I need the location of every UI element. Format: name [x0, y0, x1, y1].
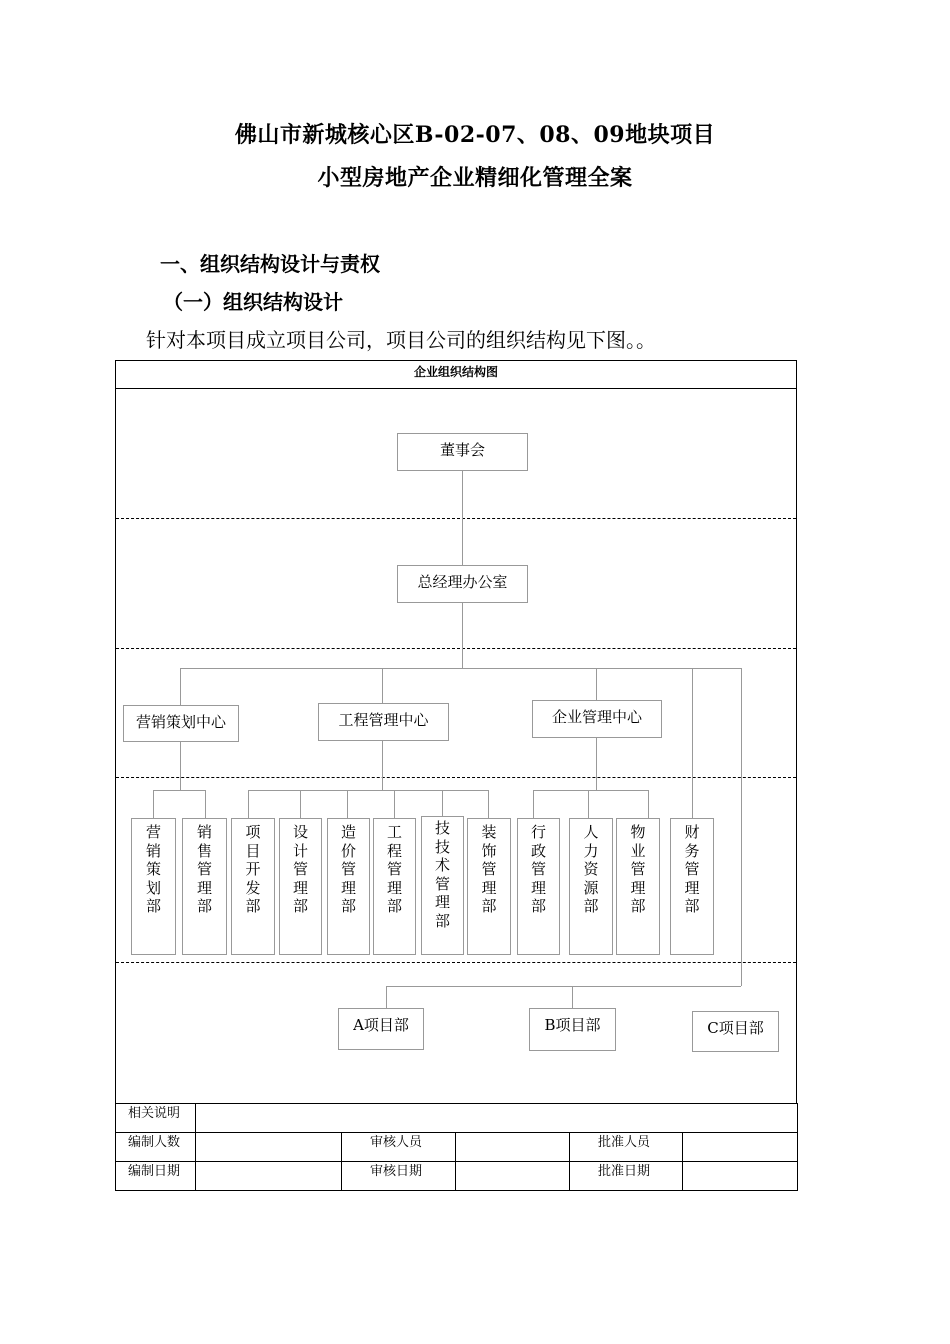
connector-line: [248, 790, 249, 818]
connector-line: [180, 742, 181, 790]
connector-line: [596, 668, 597, 700]
dept-label: 行政管理部: [530, 823, 546, 915]
dept-box: [517, 818, 560, 955]
band-divider: [116, 648, 796, 649]
org-chart: [115, 360, 797, 1104]
dept-label: 项目开发部: [245, 823, 261, 915]
connector-line: [248, 790, 488, 791]
connector-line: [533, 790, 648, 791]
center-box-engineering: 工程管理中心: [318, 703, 449, 741]
project-box-b: B项目部: [529, 1008, 616, 1051]
dept-box: [327, 818, 370, 955]
connector-line: [462, 471, 463, 567]
connector-line: [180, 668, 181, 706]
org-chart-title: 企业组织结构图: [116, 361, 796, 389]
connector-line: [382, 668, 383, 703]
dept-box: [373, 818, 416, 955]
dept-label: 设计管理部: [292, 823, 308, 915]
dept-box: [569, 818, 613, 955]
connector-line: [180, 668, 741, 669]
prepared-date-value: [196, 1162, 342, 1191]
connector-line: [394, 790, 395, 818]
dept-label: 工程管理部: [386, 823, 402, 915]
connector-line: [382, 741, 383, 790]
prepared-date-label: 编制日期: [116, 1162, 196, 1191]
approver-label: 批准人员: [570, 1133, 683, 1162]
band-divider: [116, 777, 796, 778]
dept-box: [670, 818, 714, 955]
dept-label: 销售管理部: [196, 823, 212, 915]
connector-line: [347, 790, 348, 818]
prepared-by-label: 编制人数: [116, 1133, 196, 1162]
dept-box: [182, 818, 227, 955]
connector-line: [533, 790, 534, 818]
gm-office-box: 总经理办公室: [397, 565, 528, 603]
dept-label: 人力资源部: [583, 823, 599, 915]
connector-line: [692, 668, 693, 818]
band-divider: [116, 962, 796, 963]
connector-line: [386, 986, 387, 1008]
connector-line: [462, 603, 463, 668]
project-box-a: A项目部: [338, 1008, 424, 1050]
subsection-heading: （一）组织结构设计: [163, 290, 343, 314]
dept-label: 财务管理部: [684, 823, 700, 915]
prepared-by-value: [196, 1133, 342, 1162]
connector-line: [488, 790, 489, 818]
project-box-c: C项目部: [692, 1011, 779, 1052]
review-date-label: 审核日期: [342, 1162, 456, 1191]
approver-value: [683, 1133, 798, 1162]
dept-label: 装饰管理部: [481, 823, 497, 915]
connector-line: [648, 790, 649, 818]
connector-line: [300, 790, 301, 818]
connector-line: [572, 986, 573, 1008]
center-box-marketing: 营销策划中心: [123, 705, 239, 742]
document-subtitle: 小型房地产企业精细化管理全案: [317, 165, 633, 191]
reviewer-value: [456, 1133, 570, 1162]
signoff-table: [115, 1103, 798, 1191]
review-date-value: [456, 1162, 570, 1191]
center-box-enterprise: 企业管理中心: [532, 700, 662, 738]
band-divider: [116, 518, 796, 519]
connector-line: [442, 790, 443, 818]
document-title: 佛山市新城核心区B-02-07、08、09地块项目: [234, 122, 716, 148]
dept-label: 营销策划部: [145, 823, 161, 915]
connector-line: [596, 738, 597, 790]
approve-date-label: 批准日期: [570, 1162, 683, 1191]
dept-box: [279, 818, 322, 955]
dept-box: [616, 818, 660, 955]
intro-paragraph: 针对本项目成立项目公司，项目公司的组织结构见下图。。: [146, 328, 656, 352]
dept-box: [131, 818, 176, 955]
reviewer-label: 审核人员: [342, 1133, 456, 1162]
dept-box: [231, 818, 275, 955]
connector-line: [588, 790, 589, 818]
dept-label: 造价管理部: [340, 823, 356, 915]
dept-label: 技技术管理部: [434, 819, 450, 930]
connector-line: [386, 986, 741, 987]
dept-label: 物业管理部: [630, 823, 646, 915]
board-box: 董事会: [397, 433, 528, 471]
connector-line: [153, 790, 154, 818]
notes-value: [196, 1104, 798, 1133]
connector-line: [205, 790, 206, 818]
approve-date-value: [683, 1162, 798, 1191]
section-heading: 一、组织结构设计与责权: [160, 252, 380, 276]
dept-box: [467, 818, 511, 955]
connector-line: [741, 668, 742, 986]
dept-box: [421, 816, 464, 955]
notes-label: 相关说明: [116, 1104, 196, 1133]
connector-line: [153, 790, 205, 791]
